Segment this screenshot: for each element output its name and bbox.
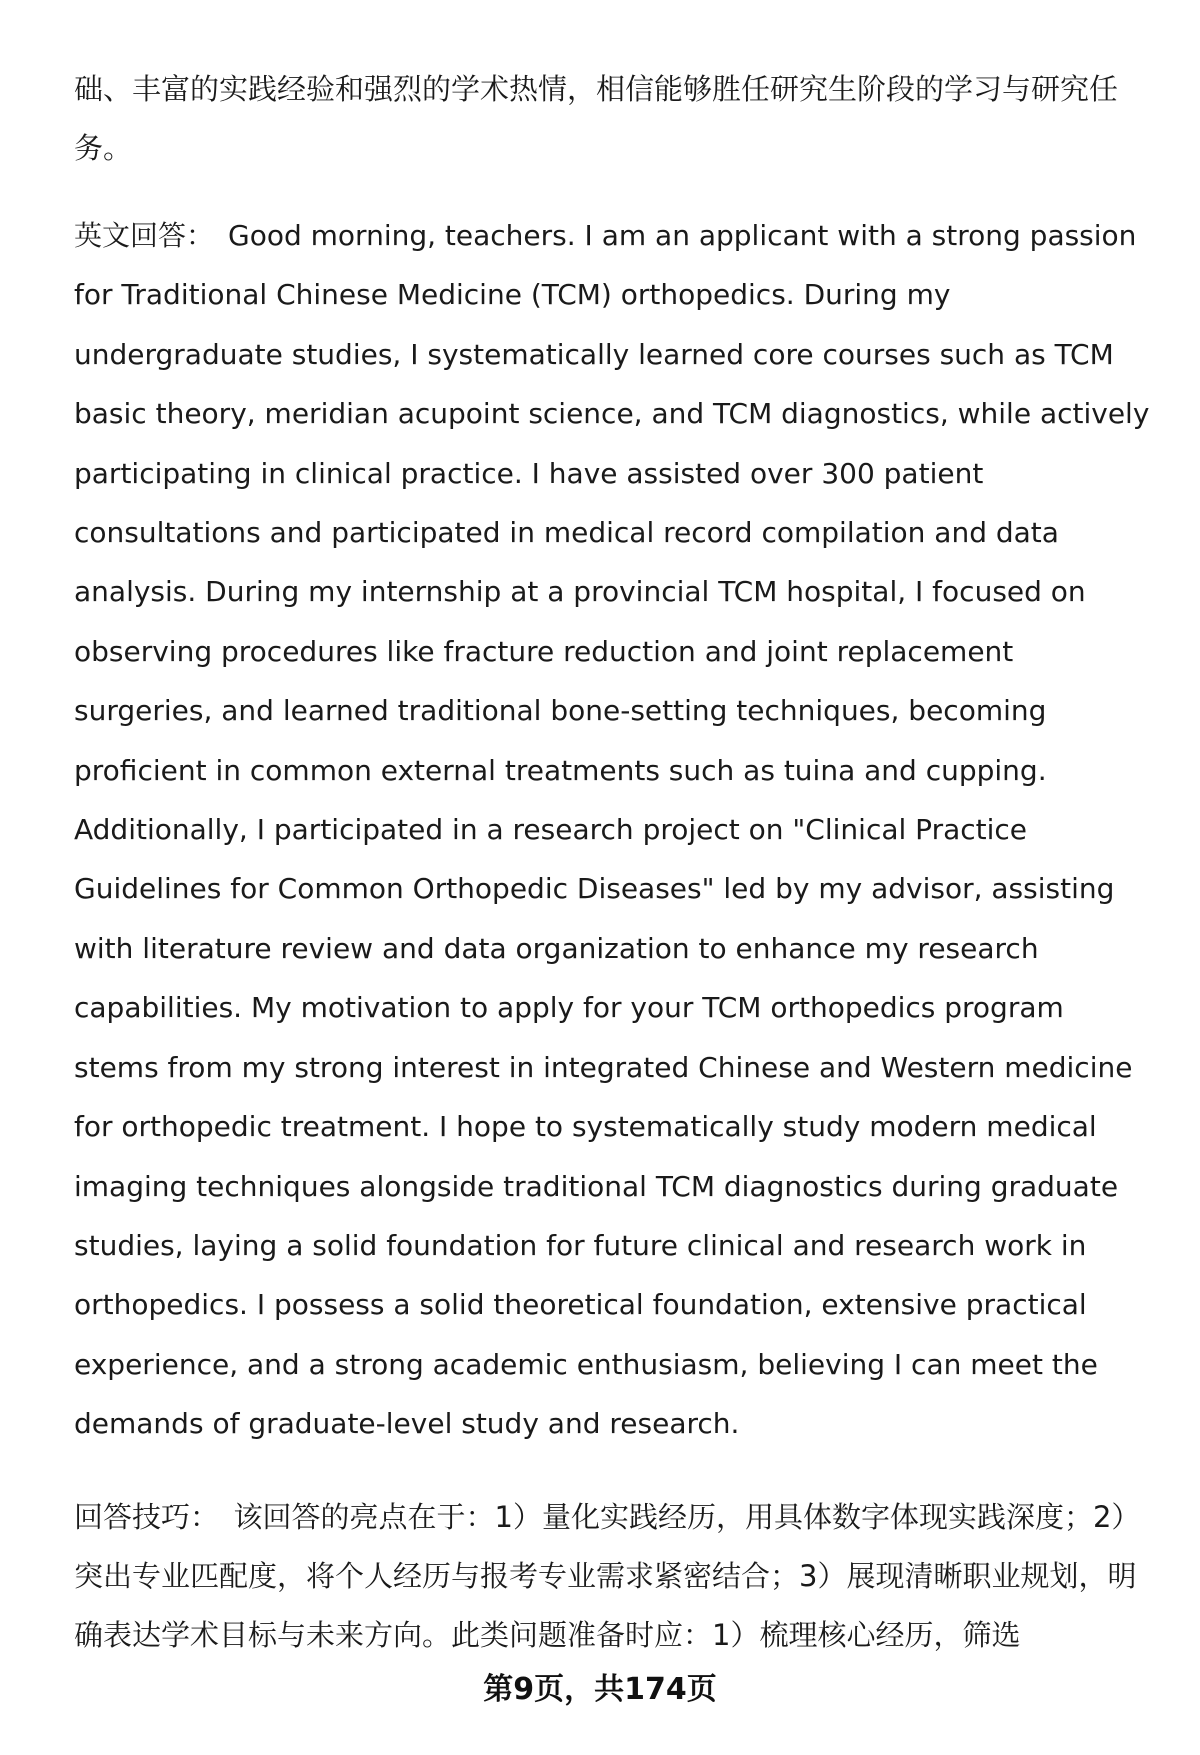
english-answer-paragraph	[74, 206, 1154, 1454]
continued-paragraph	[74, 60, 1154, 178]
continued-paragraph-text: 础、丰富的实践经验和强烈的学术热情，相信能够胜任研究生阶段的学习与研究任务。	[74, 72, 1119, 165]
english-answer-text: Good morning, teachers. I am an applicant with a strong passion for Traditional Chinese Medicine (TCM) orthopedics. During my undergraduate studies, I systematically learned core courses such as TCM basic theory, meridian acupoint science, and TCM diagnostics, while actively participating in clinical practice. I have assisted over 300 patient consultations and participated in medical record compilation and data analysis. During my internship at a provincial TCM hospital, I focused on observing procedures like fracture reduction and joint replacement surgeries, and learned traditional bone-setting techniques, becoming proficient in common external treatments such as tuina and cupping. Additionally, I participated in a research project on "Clinical Practice Guidelines for Common Orthopedic Diseases" led by my advisor, assisting with literature review and data organization to enhance my research capabilities. My motivation to apply for your TCM orthopedics program stems from my strong interest in integrated Chinese and Western medicine for orthopedic treatment. I hope to systematically study modern medical imaging techniques alongside traditional TCM diagnostics during graduate studies, laying a solid foundation for future clinical and research work in orthopedics. I possess a solid theoretical foundation, extensive practical experience, and a strong academic enthusiasm, believing I can meet the demands of graduate-level study and research.	[74, 219, 1150, 1441]
answer-tips-text: 该回答的亮点在于：1）量化实践经历，用具体数字体现实践深度；2）突出专业匹配度，将个人经历与报考专业需求紧密结合；3）展现清晰职业规划，明确表达学术目标与未来方向。此类问题准备时应：1）梳理核心经历，筛选	[74, 1500, 1141, 1652]
answer-tips-label: 回答技巧：	[74, 1500, 220, 1534]
answer-tips-paragraph	[74, 1488, 1154, 1665]
english-answer-label: 英文回答：	[74, 219, 215, 252]
page-number-footer: 第9页，共174页	[483, 1672, 717, 1707]
